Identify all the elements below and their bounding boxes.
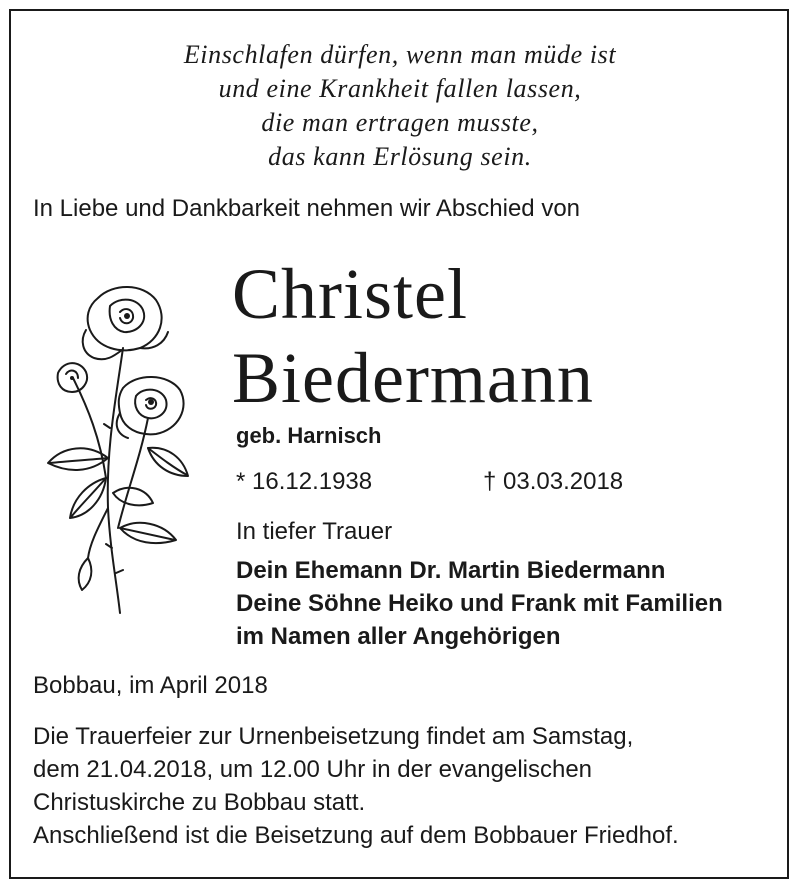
rose-icon: [28, 278, 198, 623]
mourner-line: Dein Ehemann Dr. Martin Biedermann: [236, 557, 666, 584]
funeral-notice: [33, 720, 679, 852]
birth-name: geb. Harnisch: [236, 423, 382, 448]
poem-line: Einschlafen dürfen, wenn man müde ist: [183, 40, 617, 69]
poem-line: die man ertragen musste,: [261, 108, 539, 137]
place-date: Bobbau, im April 2018: [33, 672, 268, 699]
notice-line: Christuskirche zu Bobbau statt.: [33, 789, 366, 816]
notice-line: Anschließend ist die Beisetzung auf dem Bobbauer Friedhof.: [33, 822, 679, 849]
mourner-line: im Namen aller Angehörigen: [236, 623, 561, 650]
deceased-first-name: Christel: [232, 254, 468, 334]
mourning-label: In tiefer Trauer: [236, 518, 393, 545]
mourners-list: [236, 554, 723, 653]
notice-line: Die Trauerfeier zur Urnenbeisetzung findet am Samstag,: [33, 723, 634, 750]
poem-line: das kann Erlösung sein.: [268, 142, 532, 171]
death-date: † 03.03.2018: [483, 468, 624, 495]
poem: [0, 38, 800, 174]
intro-text: In Liebe und Dankbarkeit nehmen wir Abschied von: [33, 195, 581, 222]
deceased-name: [232, 252, 594, 420]
mourner-line: Deine Söhne Heiko und Frank mit Familien: [236, 590, 723, 617]
birth-date: * 16.12.1938: [236, 468, 373, 495]
deceased-last-name: Biedermann: [232, 338, 594, 418]
poem-line: und eine Krankheit fallen lassen,: [218, 74, 582, 103]
notice-line: dem 21.04.2018, um 12.00 Uhr in der evangelischen: [33, 756, 593, 783]
